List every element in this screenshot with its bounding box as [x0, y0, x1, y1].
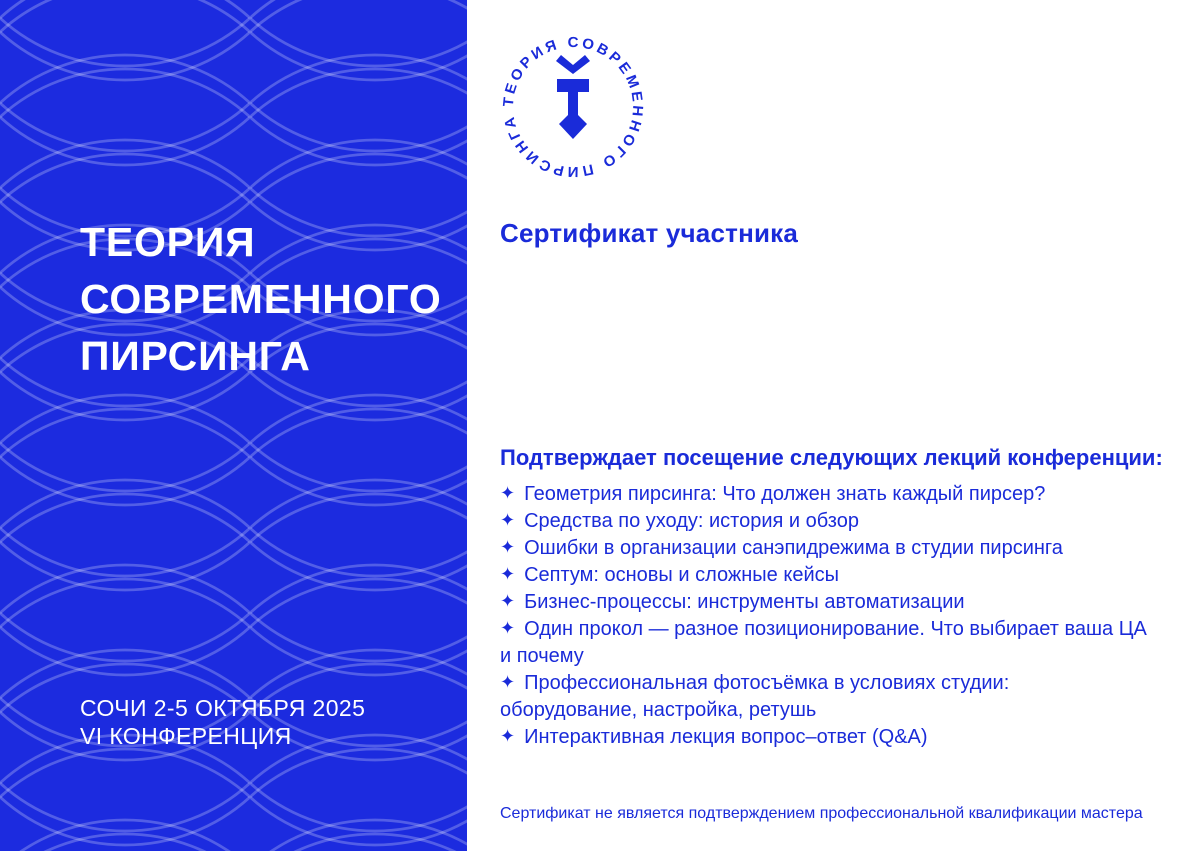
lecture-item — [500, 616, 1148, 670]
lecture-item — [500, 481, 1148, 508]
disclaimer: Сертификат не является подтверждением профессиональной квалификации мастера — [500, 805, 1143, 822]
star-bullet-icon: ✦ — [500, 564, 516, 584]
star-bullet-icon: ✦ — [500, 591, 516, 611]
lecture-text: Бизнес-процессы: инструменты автоматизации — [524, 591, 965, 613]
lecture-text: Средства по уходу: история и обзор — [524, 510, 859, 532]
star-bullet-icon: ✦ — [500, 537, 516, 557]
logo-monogram — [557, 79, 589, 139]
lecture-item — [500, 508, 1148, 535]
lecture-text: Ошибки в организации санэпидрежима в студии пирсинга — [524, 537, 1063, 559]
lecture-text: Интерактивная лекция вопрос–ответ (Q&A) — [524, 726, 928, 748]
star-bullet-icon: ✦ — [500, 726, 516, 746]
conference-title-line: СОВРЕМЕННОГО — [80, 276, 442, 322]
lecture-item — [500, 589, 1148, 616]
logo — [494, 28, 652, 186]
conference-edition: VI КОНФЕРЕНЦИЯ — [80, 722, 292, 749]
lecture-text: Геометрия пирсинга: Что должен знать каждый пирсер? — [524, 483, 1046, 505]
star-bullet-icon: ✦ — [500, 510, 516, 530]
logo-breve-icon — [556, 55, 590, 74]
certificate-title: Сертификат участника — [500, 218, 799, 248]
star-bullet-icon: ✦ — [500, 672, 516, 692]
lecture-item — [500, 724, 1148, 751]
left-banner — [0, 0, 467, 851]
lectures-list — [500, 481, 1148, 751]
lectures-heading: Подтверждает посещение следующих лекций конференции: — [500, 445, 1163, 470]
star-bullet-icon: ✦ — [500, 618, 516, 638]
lecture-text: Септум: основы и сложные кейсы — [524, 564, 840, 586]
lecture-item — [500, 535, 1148, 562]
logo-ring-text: ТЕОРИЯ СОВРЕМЕННОГО ПИРСИНГА — [500, 34, 646, 180]
conference-title-line: ПИРСИНГА — [80, 333, 311, 379]
lecture-text: Профессиональная фотосъёмка в условиях студии: оборудование, настройка, ретушь — [500, 672, 1010, 721]
conference-title — [80, 214, 442, 385]
lecture-item — [500, 562, 1148, 589]
lecture-text: Один прокол — разное позиционирование. Что выбирает ваша ЦА и почему — [500, 618, 1147, 667]
conference-title-line: ТЕОРИЯ — [80, 219, 256, 265]
star-bullet-icon: ✦ — [500, 483, 516, 503]
lecture-item — [500, 670, 1148, 724]
conference-date-location: СОЧИ 2-5 ОКТЯБРЯ 2025 — [80, 695, 366, 721]
conference-details — [80, 695, 365, 750]
